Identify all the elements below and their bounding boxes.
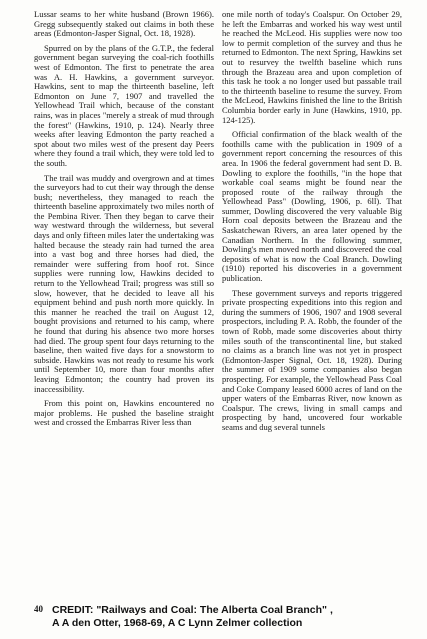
paragraph: Spurred on by the plans of the G.T.P., the federal government began surveying the coal-rich foothills west of Edmonton. The first to penetrate the area was A. H. Hawkins, a government surveyor. Hawkins, sent to map the thirteenth baseline, left Edmonton on June 7, 1907 and travelled the Yellowhead Trail which, because of the constant rains, was in places "merely a streak of mud through the forest" (Hawkins, 1910, p. 124). Nearly three weeks after leaving Edmonton the party reached a spot about two miles west of the present day Peers where they found a trail which, they were told led to the south. bbox=[34, 42, 214, 168]
text-column-left bbox=[34, 10, 214, 428]
text-column-right bbox=[222, 10, 402, 433]
paragraph: The trail was muddy and overgrown and at times the surveyors had to cut their way through the dense bush; nevertheless, they managed to reach the thirteenth baseline approximately two miles north of the Pembina River. Then they began to carve their way westward through the wilderness, but several days and only fifteen miles later the undertaking was halted because the steady rain had turned the area into a vast bog and three horses had died, the remainder were suffering from hoof rot. Since supplies were running low, Hawkins decided to return to the Yellowhead Trail; progress was still so slow, however, that he decided to leave all his equipment behind and push north more quickly. In this manner he reached the trail on August 12, bought provisions and returned to his camp, where he found that during his absence two more horses had died. The group spent four days returning to the baseline, then waited five days for a snowstorm to subside. Hawkins was not ready to resume his work until September 10, more than four months after leaving Edmonton; the country had proven its inaccessibility. bbox=[34, 172, 214, 394]
credit-caption bbox=[52, 604, 422, 629]
paragraph: Official confirmation of the black wealth of the foothills came with the publication in 1909 of a government report concerning the resources of this area. In 1906 the federal government had sent D. B. Dowling to explore the foothills, "in the hope that workable coal seams might be found near the proposed route of the railway through the Yellowhead Pass" (Dowling, 1906, p. 6ll). That summer, Dowling discovered the very valuable Big Horn coal deposits between the Brazeau and the Saskatchewan Rivers, an area later opened by the Canadian Northern. In the following summer, Dowling's men moved north and discovered the coal deposits of what is now the Coal Branch. Dowling (1910) reported his discoveries in a government publication. bbox=[222, 129, 402, 284]
paragraph: one mile north of today's Coalspur. On October 29, he left the Embarras and worked his way west until he reached the McLeod. His supplies were now too low to permit completion of the survey and thus he returned to Edmonton. The next Spring, Hawkins set out to resurvey the twelfth baseline which runs through the Brazeau area and upon completion of this task he took a no longer used but passable trail to the thirteenth baseline to resume the survey. From the McLeod, Hawkins finished the line to the British Columbia border early in June (Hawkins, 1910, pp. 124-125). bbox=[222, 9, 402, 125]
page-number: 40 bbox=[34, 604, 43, 614]
paragraph: From this point on, Hawkins encountered no major problems. He pushed the baseline straight west and crossed the Embarras River less than bbox=[34, 398, 214, 428]
paragraph: Lussar seams to her white husband (Brown 1966). Gregg subsequently staked out claims in both these areas (Edmonton-Jasper Signal, Oct. 18, 1928). bbox=[34, 9, 214, 39]
paragraph: These government surveys and reports triggered private prospecting expeditions into this region and during the summers of 1906, 1907 and 1908 several prospectors, including P. A. Robb, the founder of the town of Robb, made some discoveries about thirty miles south of the transcontinental line, but staked no claims as a branch line was not yet in prospect (Edmonton-Jasper Signal, Oct. 18, 1928). During the summer of 1909 some companies also began prospecting. For example, the Yellowhead Pass Coal and Coke Company leased 6000 acres of land on the upper waters of the Embarras River, now known as Coalspur. The crews, living in small camps and prospecting by hand, uncovered four workable seams and dug several tunnels bbox=[222, 287, 402, 432]
credit-line-1: CREDIT: "Railways and Coal: The Alberta Coal Branch" , bbox=[52, 604, 333, 616]
credit-line-2: A A den Otter, 1968-69, A C Lynn Zelmer collection bbox=[52, 616, 303, 629]
